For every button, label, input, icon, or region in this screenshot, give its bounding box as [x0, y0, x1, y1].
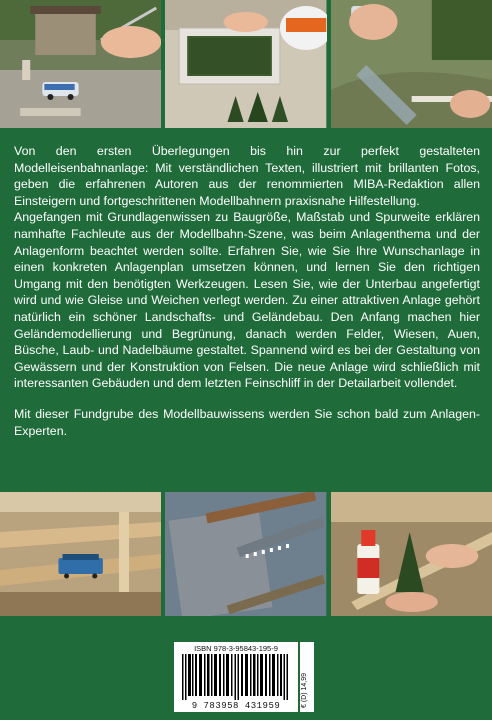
description-paragraph-main: Angefangen mit Grundlagenwissen zu Baugröße, Maßstab und Spurweite erklären namhafte Fachleute aus der Modellbahn-Szene, was beim Anlagenthema und der Anlagenform beachtet werden sollte. Erfahren Sie, wie Sie Ihre Wunschanlage in einen konkreten Anlagenplan umsetzen können, und lernen Sie den richtigen Umgang mit den benötigten Werkzeugen. Lesen Sie, wie der Unterbau angefertigt wird und wie Gleise und Weichen verlegt werden. Zu einer attraktiven Anlage gehört natürlich ein schöner Landschafts- und Geländebau. Den Anfang machen hier Geländemodellierung und Begrünung, danach werden Felder, Wiesen, Auen, Büsche, Laub- und Nadelbäume gestaltet. Spannend wird es bei der Gestaltung von Gewässern und der Konstruktion von Felsen. Die neue Anlage wird schließlich mit interessanten Gebäuden und dem letzten Feinschliff in der Detailarbeit vollendet.: [14, 210, 480, 391]
description-paragraph-closing: Mit dieser Fundgrube des Modellbauwissens werden Sie schon bald zum Anlagen-Experten.: [14, 406, 480, 438]
photo-station-tweezers: [0, 0, 161, 128]
isbn-number: ISBN 978-3-95843-195-9: [194, 644, 278, 653]
isbn-barcode: [174, 642, 298, 712]
top-photo-row: [0, 0, 492, 128]
barcode-bars: [182, 654, 290, 700]
price-tag: [300, 642, 314, 712]
photo-tree-tray: [165, 0, 326, 128]
price-label: € (D) 14,99: [301, 672, 308, 708]
description-paragraph-intro: Von den ersten Überlegungen bis hin zur perfekt gestalteten Modelleisenbahnanlage: Mit verständlichen Texten, illustriert mit brillanten Fotos, geben die erfahrenen Autoren aus der renommierten MIBA-Redaktion allen Einsteigern und fortgeschrittenen Modellbahnern praxisnahe Hilfestellung.: [14, 144, 480, 208]
ean-digits: 9 783958 431959: [191, 701, 281, 711]
photo-glue-trees: [331, 492, 492, 616]
bottom-photo-row: [0, 492, 492, 616]
photo-pouring-ballast: [331, 0, 492, 128]
photo-track-laying: [165, 492, 326, 616]
photo-baseboard-locomotive: [0, 492, 161, 616]
back-cover-description: [14, 143, 480, 439]
